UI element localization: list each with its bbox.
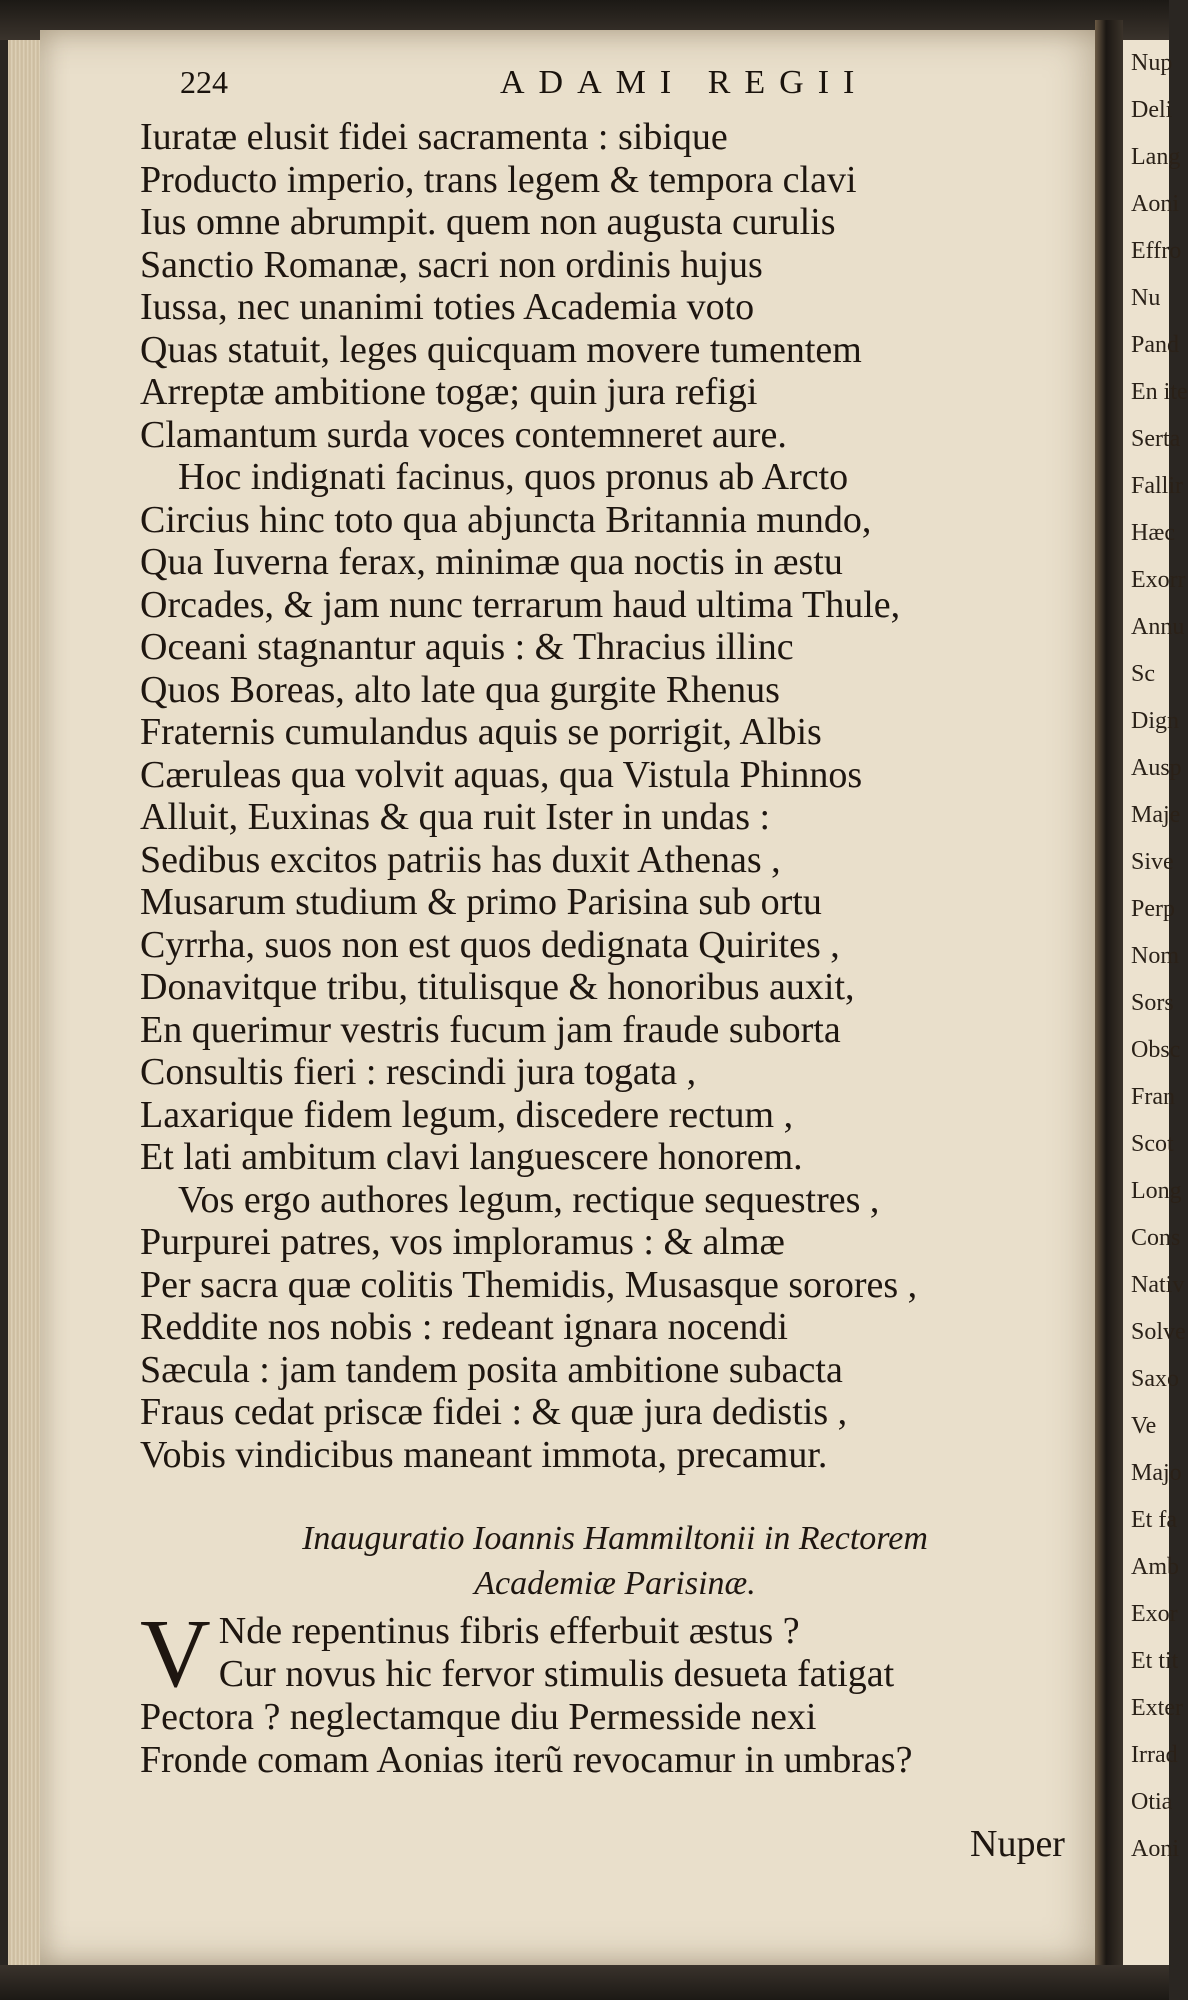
facing-line: Serta <box>1131 426 1181 452</box>
verse-line: Producto imperio, trans legem & tempora clavi <box>140 158 857 201</box>
facing-line: Aoni <box>1131 1836 1179 1862</box>
verse-line: Clamantum surda voces contemneret aure. <box>140 413 787 456</box>
verse-line: Fronde comam Aonias iterũ revocamur in umbras? <box>140 1738 913 1781</box>
facing-line: Lang <box>1131 144 1181 170</box>
verse-line: Nde repentinus fibris efferbuit æstus ? <box>218 1610 800 1652</box>
verse-line: Circius hinc toto qua abjuncta Britannia mundo, <box>140 498 872 541</box>
poem-second <box>140 1600 1090 1781</box>
drop-cap: V <box>140 1600 211 1708</box>
verse-line: Arreptæ ambitione togæ; quin jura refigi <box>140 371 758 413</box>
verse-line: Laxarique fidem legum, discedere rectum , <box>140 1093 794 1136</box>
facing-line: Majo <box>1131 1460 1182 1486</box>
verse-line: Alluit, Euxinas & qua ruit Ister in undas : <box>140 796 771 838</box>
facing-line: Nup <box>1131 50 1173 76</box>
verse-line: Cæruleas qua volvit aquas, qua Vistula Phinnos <box>140 753 863 796</box>
facing-line: Irrad <box>1131 1742 1178 1768</box>
verse-line: Fraternis cumulandus aquis se porrigit, Albis <box>140 711 822 753</box>
verse-line: Fraus cedat priscæ fidei : & quæ jura dedistis , <box>140 1391 848 1433</box>
page-number: 224 <box>180 64 228 100</box>
verse-line: Vos ergo authores legum, rectique sequestres , <box>178 1178 880 1221</box>
facing-line: Aoni <box>1131 191 1179 217</box>
facing-line: Effro <box>1131 238 1182 264</box>
verse-line: Musarum studium & primo Parisina sub ortu <box>140 881 822 923</box>
facing-line: Solve <box>1131 1319 1186 1345</box>
facing-line: Exor <box>1131 1601 1178 1627</box>
verse-line: Sanctio Romanæ, sacri non ordinis hujus <box>140 243 763 286</box>
heading-line-2: Academiæ Parisinæ. <box>474 1565 756 1602</box>
facing-line: En ite <box>1131 379 1188 405</box>
verse-line: Vobis vindicibus maneant immota, precamur. <box>140 1433 828 1476</box>
catchword: Nuper <box>970 1823 1065 1865</box>
facing-line: Perp <box>1131 896 1175 922</box>
facing-line: Exter <box>1131 1695 1183 1721</box>
facing-line: Saxo <box>1131 1366 1179 1392</box>
facing-line: Dign <box>1131 708 1179 734</box>
verse-line: Et lati ambitum clavi languescere honorem. <box>140 1136 803 1178</box>
facing-line: Amb <box>1131 1554 1179 1580</box>
running-head <box>140 64 880 114</box>
facing-line: Exorr <box>1131 567 1186 593</box>
verse-line: Cur novus hic fervor stimulis desueta fatigat <box>218 1652 895 1695</box>
heading-line-1: Inauguratio Ioannis Hammiltonii in Rectorem <box>302 1520 928 1557</box>
facing-page-edge <box>1123 40 1188 1965</box>
facing-line: Scot <box>1131 1131 1174 1157</box>
verse-line: Iussa, nec unanimi toties Academia voto <box>140 286 755 328</box>
facing-line: Ve <box>1131 1413 1157 1439</box>
facing-line: Fran <box>1131 1084 1175 1110</box>
verse-line: Sedibus excitos patriis has duxit Athenas , <box>140 838 781 881</box>
facing-line: Et tit <box>1131 1648 1179 1674</box>
facing-line: Et fa <box>1131 1507 1177 1533</box>
section-heading <box>140 1516 1090 1606</box>
facing-line: Deli <box>1131 97 1173 123</box>
facing-line: Otia <box>1131 1789 1173 1815</box>
verse-line: Orcades, & jam nunc terrarum haud ultima Thule, <box>140 583 901 626</box>
verse-line: Donavitque tribu, titulisque & honoribus auxit, <box>140 966 855 1008</box>
poem-first <box>140 116 1090 1476</box>
verse-line: Reddite nos nobis : redeant ignara nocendi <box>140 1306 788 1348</box>
facing-line: Pand <box>1131 332 1179 358</box>
running-title: ADAMI REGII <box>500 64 869 101</box>
verse-line: Iuratæ elusit fidei sacramenta : sibique <box>140 116 728 158</box>
facing-line: Nativ <box>1131 1272 1185 1298</box>
facing-line: Cons <box>1131 1225 1181 1251</box>
facing-line: Long <box>1131 1178 1182 1204</box>
verse-line: Purpurei patres, vos imploramus : & almæ <box>140 1221 785 1263</box>
facing-line: Sive <box>1131 849 1174 875</box>
verse-line: Oceani stagnantur aquis : & Thracius illinc <box>140 626 794 668</box>
book-gutter <box>1095 20 1123 1970</box>
facing-line: Maje <box>1131 802 1181 828</box>
verse-line: Sæcula : jam tandem posita ambitione subacta <box>140 1348 843 1391</box>
verse-line: Consultis fieri : rescindi jura togata , <box>140 1051 697 1093</box>
verse-line: En querimur vestris fucum jam fraude suborta <box>140 1008 841 1051</box>
verse-line: Pectora ? neglectamque diu Permesside nexi <box>140 1696 817 1738</box>
facing-line: Hæc <box>1131 520 1175 546</box>
facing-line: Nu <box>1131 285 1161 311</box>
verse-line: Ius omne abrumpit. quem non augusta curulis <box>140 201 836 243</box>
facing-line: Obsc <box>1131 1037 1181 1063</box>
verse-line: Quos Boreas, alto late qua gurgite Rhenus <box>140 668 780 711</box>
verse-line: Quas statuit, leges quicquam movere tumentem <box>140 328 862 371</box>
verse-line: Per sacra quæ colitis Themidis, Musasque sorores , <box>140 1263 918 1306</box>
verse-line: Hoc indignati facinus, quos pronus ab Arcto <box>178 456 849 498</box>
book-edge-bottom <box>0 1965 1169 2000</box>
verse-line: Qua Iuverna ferax, minimæ qua noctis in æstu <box>140 541 843 583</box>
verse-line: Cyrrha, suos non est quos dedignata Quirites , <box>140 923 840 966</box>
facing-line: Ausp <box>1131 755 1182 781</box>
facing-line: Nom <box>1131 943 1179 969</box>
facing-line: Sc <box>1131 661 1155 687</box>
facing-line: Fallir <box>1131 473 1183 499</box>
facing-line: Sors <box>1131 990 1174 1016</box>
facing-line: Annu <box>1131 614 1185 640</box>
